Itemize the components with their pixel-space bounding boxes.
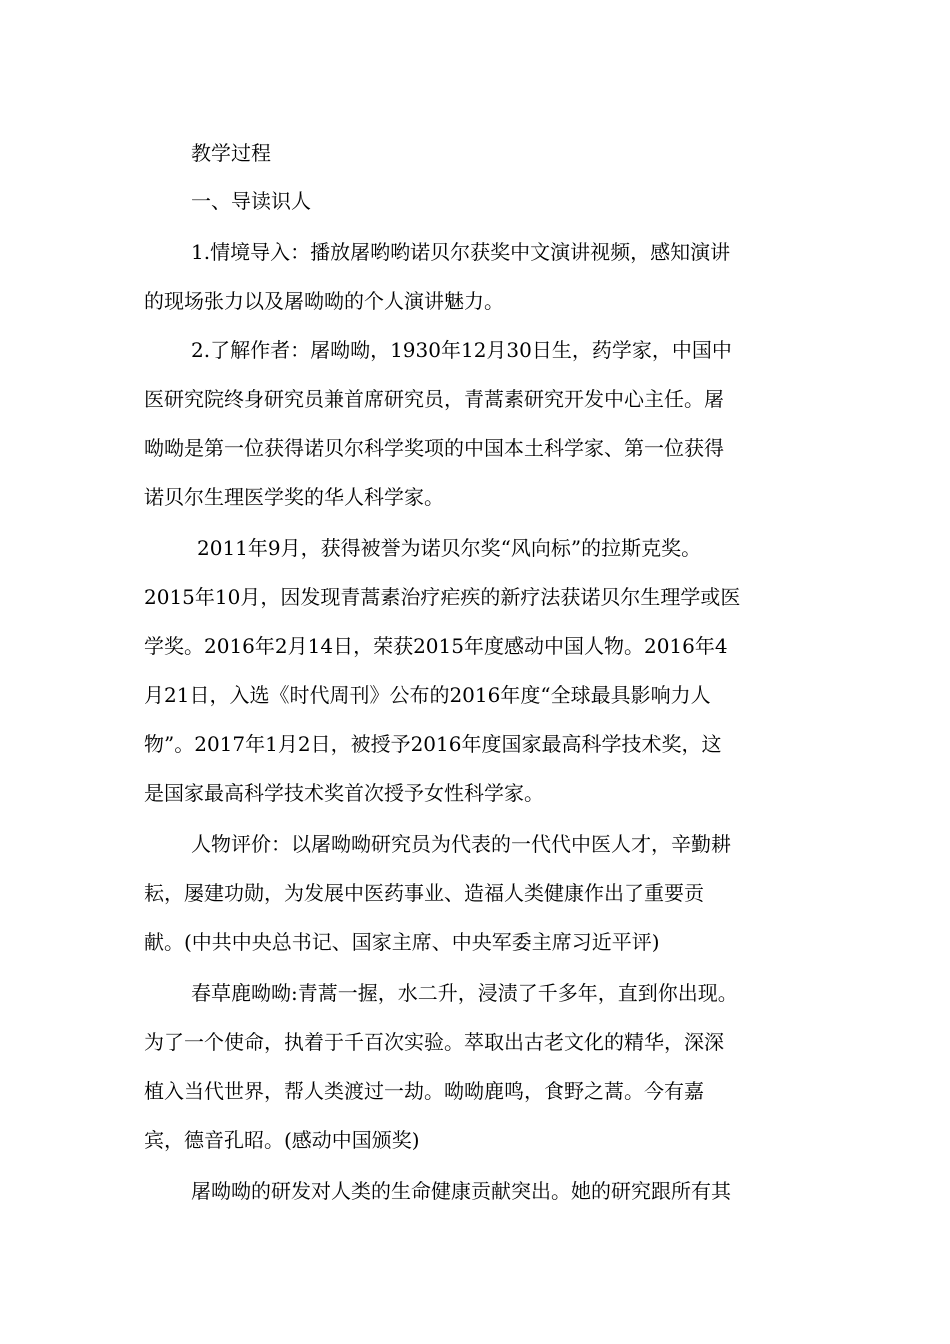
paragraph-line: 学奖。2016年2月14日，荣获2015年度感动中国人物。2016年4 [144, 634, 728, 658]
paragraph-line: 2015年10月，因发现青蒿素治疗疟疾的新疗法获诺贝尔生理学或医 [144, 585, 741, 609]
paragraph-line: 月21日，入选《时代周刊》公布的2016年度“全球最具影响力人 [144, 683, 711, 707]
paragraph-line: 人物评价：以屠呦呦研究员为代表的一代代中医人才，辛勤耕 [191, 832, 731, 856]
paragraph-line: 物”。2017年1月2日，被授予2016年度国家最高科学技术奖，这 [144, 732, 722, 756]
paragraph-line: 献。(中共中央总书记、国家主席、中央军委主席习近平评) [144, 930, 660, 954]
paragraph-line: 2011年9月，获得被誉为诺贝尔奖“风向标”的拉斯克奖。 [197, 536, 702, 560]
paragraph-line: 是国家最高科学技术奖首次授予女性科学家。 [144, 781, 544, 805]
paragraph-line: 诺贝尔生理医学奖的华人科学家。 [144, 485, 444, 509]
paragraph-line: 医研究院终身研究员兼首席研究员，青蒿素研究开发中心主任。屠 [144, 387, 724, 411]
paragraph-line: 耘，屡建功勋，为发展中医药事业、造福人类健康作出了重要贡 [144, 881, 704, 905]
section-title: 一、导读识人 [191, 189, 311, 213]
paragraph-line: 植入当代世界，帮人类渡过一劫。呦呦鹿鸣，食野之蒿。今有嘉 [144, 1079, 704, 1103]
paragraph-line: 宾，德音孔昭。(感动中国颁奖) [144, 1128, 420, 1152]
paragraph-line: 春草鹿呦呦:青蒿一握，水二升，浸渍了千多年，直到你出现。 [191, 981, 738, 1005]
paragraph-line: 1.情境导入：播放屠哟哟诺贝尔获奖中文演讲视频，感知演讲 [191, 240, 731, 264]
document-heading: 教学过程 [191, 141, 271, 165]
paragraph-line: 2.了解作者：屠呦呦，1930年12月30日生，药学家，中国中 [191, 338, 732, 362]
paragraph-line: 屠呦呦的研发对人类的生命健康贡献突出。她的研究跟所有其 [191, 1179, 731, 1203]
paragraph-line: 呦呦是第一位获得诺贝尔科学奖项的中国本土科学家、第一位获得 [144, 436, 724, 460]
paragraph-line: 的现场张力以及屠呦呦的个人演讲魅力。 [144, 289, 504, 313]
paragraph-line: 为了一个使命，执着于千百次实验。萃取出古老文化的精华，深深 [144, 1030, 724, 1054]
